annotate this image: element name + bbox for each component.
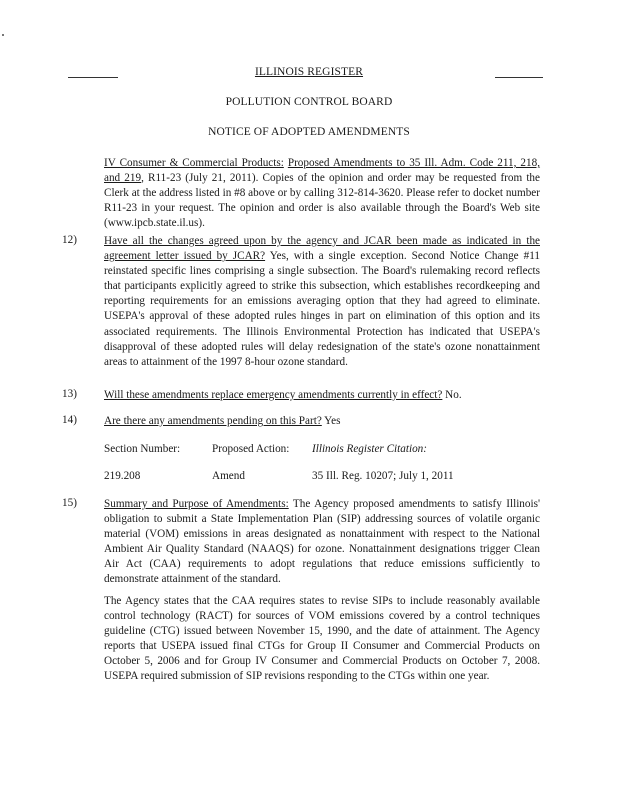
table-cell-section: 219.208 (104, 470, 141, 482)
item-12-question: Have all the changes agreed upon by the agency and JCAR been made as indicated in the agreement letter issued by JCAR? (104, 235, 540, 263)
item-14-question: Are there any amendments pending on this Part? (104, 415, 322, 427)
scan-speck (2, 34, 4, 36)
item-13-paragraph (104, 388, 540, 403)
notice-title: NOTICE OF ADOPTED AMENDMENTS (208, 126, 410, 138)
item-12-answer: Yes, with a single exception. Second Notice Change #11 reinstated specific lines comprising a single subsection. The Board's rulemaking record reflects that participants explicitly agreed to strike this subsection, which establishes recordkeeping and reporting requirements for an emissions averaging option that they had agreed to eliminate. USEPA's approval of these adopted rules hinges in part on elimination of this option and its associated requirements. The Illinois Environmental Protection has indicated that USEPA's disapproval of these adopted rules will delay redesignation of the state's ozone nonattainment areas to attainment of the 1997 8-hour ozone standard. (104, 250, 540, 368)
register-title: ILLINOIS REGISTER (254, 66, 364, 78)
item-15-paragraph (104, 497, 540, 588)
item-13-question: Will these amendments replace emergency amendments currently in effect? (104, 389, 443, 401)
intro-lead: IV Consumer & Commercial Products: (104, 157, 284, 169)
table-cell-citation: 35 Ill. Reg. 10207; July 1, 2011 (312, 470, 454, 482)
item-15-question: Summary and Purpose of Amendments: (104, 498, 289, 510)
item-15-paragraph-2: The Agency states that the CAA requires states to revise SIPs to include reasonably available control technology (RACT) for sources of VOM emissions covered by a control techniques guideline (CTG) issued between November 15, 1990, and the date of attainment. The Agency reports that USEPA issued final CTGs for Group II Consumer and Commercial Products on October 5, 2006 and for Group IV Consumer and Commercial Products on October 7, 2008. USEPA required submission of SIP revisions responding to the CTGs within one year. (104, 595, 540, 683)
intro-paragraph (104, 156, 540, 231)
item-14-answer: Yes (321, 415, 341, 427)
item-13-answer: No. (442, 389, 462, 401)
table-header-section: Section Number: (104, 443, 181, 455)
item-13-number: 13) (62, 388, 77, 400)
item-14-number: 14) (62, 414, 77, 426)
item-15-number: 15) (62, 497, 77, 509)
table-cell-action: Amend (212, 470, 245, 482)
board-title: POLLUTION CONTROL BOARD (225, 96, 393, 108)
item-15-answer: The Agency proposed amendments to satisfy Illinois' obligation to submit a State Implementation Plan (SIP) addressing sources of volatile organic material (VOM) emissions in areas designated as nonattainment with respect to the National Ambient Air Quality Standard (NAAQS) for ozone. Nonattainment designations trigger Clean Air Act (CAA) requirements to adopt regulations that reduce emissions sufficiently to demonstrate attainment of the standard. (104, 498, 540, 586)
table-header-action: Proposed Action: (212, 443, 290, 455)
item-14-paragraph (104, 414, 540, 429)
intro-rest: , R11-23 (July 21, 2011). Copies of the opinion and order may be requested from the Clerk at the address listed in #8 above or by calling 312-814-3620. Please refer to docket number R11-23 in your request. The opinion and order is also available through the Board's Web site (www.ipcb.state.il.us). (104, 172, 540, 230)
item-12-paragraph (104, 234, 540, 370)
table-header-citation: Illinois Register Citation: (312, 443, 427, 455)
item-12-number: 12) (62, 234, 77, 246)
intro-link: Proposed Amendments to 35 Ill. Adm. Code 211, 218, and 219 (104, 157, 541, 185)
